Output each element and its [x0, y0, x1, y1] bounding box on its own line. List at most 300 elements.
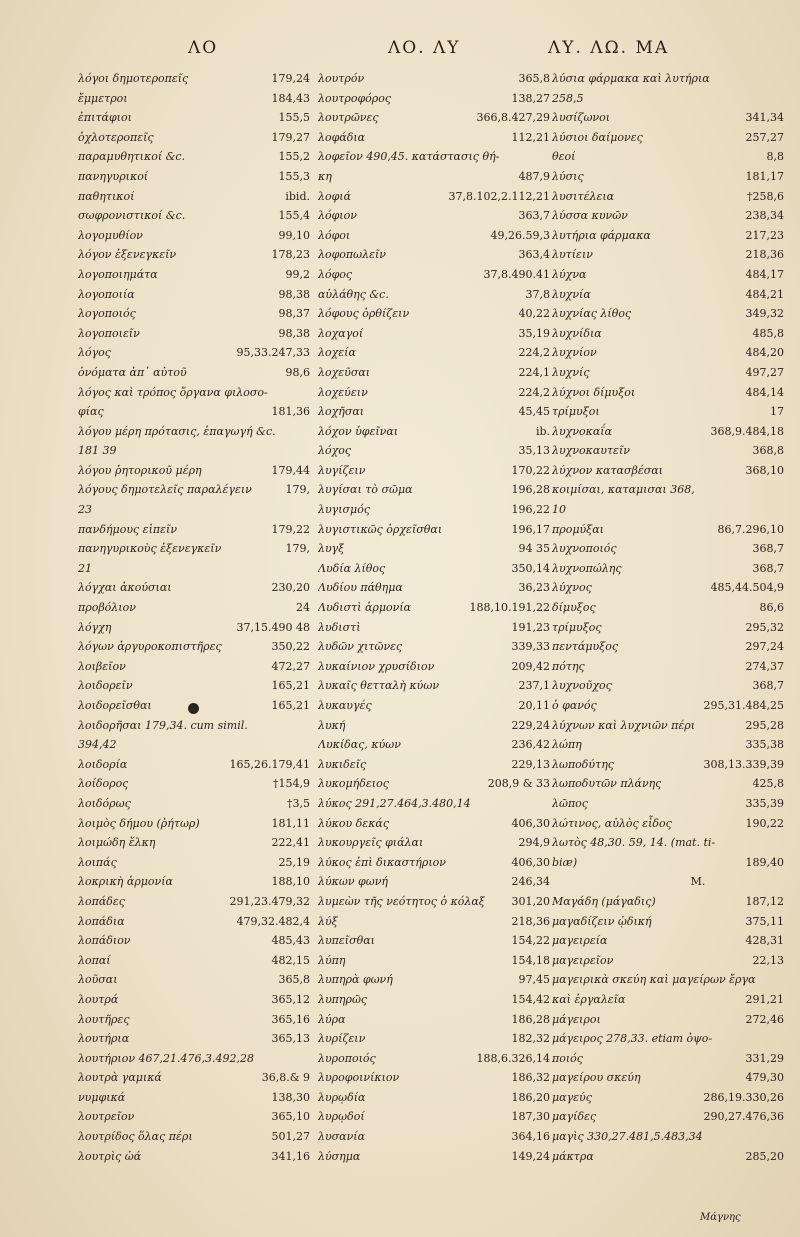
entry-reference [306, 560, 310, 580]
entry-term: λύχνων καὶ λυχνιῶν πέρι [552, 718, 696, 732]
entry-reference: 368,8 [752, 444, 784, 458]
index-entry [552, 893, 784, 913]
index-entry [78, 1030, 310, 1050]
index-entry [318, 638, 550, 658]
entry-term: τρίμυξοι [552, 405, 600, 419]
entry-reference: 365,12 [271, 992, 310, 1006]
index-entry [552, 423, 784, 443]
entry-term: λοπάδια [78, 914, 125, 928]
entry-reference: 155,4 [278, 209, 310, 223]
entry-reference: 179,44 [271, 463, 310, 477]
entry-reference: 188,10 [271, 875, 310, 889]
entry-reference [780, 971, 784, 991]
index-entry [318, 599, 550, 619]
index-entry [78, 638, 310, 658]
entry-reference: 99,2 [285, 267, 310, 281]
entry-reference: 297,24 [745, 640, 784, 654]
index-entry [318, 521, 550, 541]
index-entry [552, 168, 784, 188]
index-entry [78, 1148, 310, 1168]
index-entry [78, 991, 310, 1011]
entry-reference: 485,44.504,9 [710, 581, 784, 595]
entry-term: σωφρονιστικοί &c. [78, 209, 186, 223]
entry-term: λόγχαι ἀκούσιαι [78, 581, 172, 595]
entry-term: θεοί [552, 150, 576, 164]
entry-term: λογοποιεῖν [78, 326, 140, 340]
entry-term: ὀχλοτεροπεῖς [78, 130, 154, 144]
entry-reference: 285,20 [745, 1149, 784, 1163]
entry-reference: 179, [285, 542, 310, 556]
entry-term: λύκου δεκάς [318, 816, 390, 830]
entry-reference: 181,36 [271, 405, 310, 419]
index-column-1 [78, 70, 310, 1167]
entry-term: λοφεῖον 490,45. κατάστασις θή- [318, 150, 500, 164]
entry-reference [306, 384, 310, 404]
entry-term: λόφος [318, 267, 353, 281]
index-entry [552, 1069, 784, 1089]
entry-reference: †258,6 [747, 189, 784, 203]
index-entry [318, 1050, 550, 1070]
entry-term: λόγος καὶ τρόπος ὄργανα φιλοσο- [78, 385, 268, 399]
index-entry [552, 364, 784, 384]
entry-term: μαγειρεῖον [552, 953, 614, 967]
entry-reference: 179,27 [271, 130, 310, 144]
entry-term: λοχεῦσαι [318, 365, 371, 379]
entry-term: λοιμὸς δήμου (ῥήτωρ) [78, 816, 200, 830]
index-entry [318, 423, 550, 443]
entry-reference: 218,36 [511, 914, 550, 928]
entry-term: πανδήμους εἰπεῖν [78, 522, 178, 536]
entry-term: λόφοι [318, 228, 351, 242]
entry-reference: 98,37 [278, 307, 310, 321]
section-letter-heading: M. [690, 875, 706, 889]
entry-reference: 37,8.490.41 [483, 267, 550, 281]
entry-reference: 49,26.59,3 [490, 228, 550, 242]
entry-reference: 295,31.484,25 [703, 699, 784, 712]
entry-term: ἔμμετροι [78, 91, 128, 105]
entry-reference: 98,38 [278, 287, 310, 301]
index-entry [78, 501, 310, 521]
entry-term: λόφιον [318, 209, 357, 223]
index-entry [552, 266, 784, 286]
index-entry [318, 90, 550, 110]
entry-reference: 335,38 [745, 738, 784, 752]
index-entry [552, 756, 784, 776]
entry-term: λυχνίς [552, 365, 590, 379]
entry-term: λυπηρὰ φωνή [318, 973, 393, 987]
entry-term: λουτρῶνες [318, 111, 379, 125]
index-entry [318, 129, 550, 149]
entry-term: λουτροφόρος [318, 91, 392, 105]
index-entry [78, 207, 310, 227]
entry-reference [306, 1050, 310, 1070]
index-entry [78, 442, 310, 462]
entry-term: λοιπάς [78, 855, 117, 869]
entry-term: λωτὸς 48,30. 59, 14. (mat. ti- [552, 836, 716, 850]
index-entry [552, 481, 784, 501]
index-entry [318, 1089, 550, 1109]
entry-term: λυροποιός [318, 1051, 376, 1065]
entry-reference: 98,38 [278, 326, 310, 340]
entry-term: λυπεῖσθαι [318, 934, 375, 948]
entry-reference: 184,43 [271, 91, 310, 105]
index-entry [552, 384, 784, 404]
index-entry [552, 540, 784, 560]
entry-reference [546, 148, 550, 168]
entry-reference: 188,10.191,22 [469, 601, 550, 615]
index-entry [552, 1108, 784, 1128]
entry-reference: 365,8 [278, 973, 310, 987]
entry-term: λογοποιός [78, 307, 136, 321]
entry-term: λοίδορος [78, 777, 129, 791]
entry-term: λογομυθίον [78, 228, 143, 242]
entry-reference: 179,22 [271, 522, 310, 536]
entry-term: μάγειροι [552, 1012, 601, 1026]
entry-reference: 36,8.& 9 [261, 1071, 310, 1085]
index-entry [318, 70, 550, 90]
entry-reference: 350,22 [271, 640, 310, 654]
entry-reference: 291,23.479,32 [229, 894, 310, 908]
entry-term: νυμφικά [78, 1090, 126, 1104]
entry-reference: 479,30 [745, 1071, 784, 1085]
entry-term: μαγίδες [552, 1110, 597, 1124]
entry-reference: 37,15.490 48 [236, 620, 310, 634]
entry-term: λογοποιημάτα [78, 267, 158, 281]
entry-reference: 229,24 [511, 718, 550, 732]
entry-reference: 365,8 [518, 72, 550, 85]
entry-reference: 428,31 [745, 934, 784, 948]
entry-term: Λυδιστὶ ἁρμονία [318, 601, 412, 615]
entry-term: λώτινος, αὐλὸς εἶδος [552, 816, 672, 830]
entry-term: λύσσα κυνῶν [552, 209, 628, 223]
entry-term: λυσιτέλεια [552, 189, 615, 203]
entry-term: λυκομήδειος [318, 777, 389, 791]
index-entry [78, 344, 310, 364]
entry-reference: 368,9.484,18 [710, 424, 784, 438]
entry-term: λοπαί [78, 953, 111, 967]
entry-reference: 154,22 [511, 934, 550, 948]
entry-term: λυδιστὶ [318, 620, 361, 634]
entry-reference: 236,42 [511, 738, 550, 752]
entry-term: λύσις [552, 169, 584, 183]
index-entry [318, 579, 550, 599]
index-entry [552, 579, 784, 599]
entry-term: λουτρεῖον [78, 1110, 135, 1124]
entry-reference: 339,33 [511, 640, 550, 654]
entry-reference: 25,19 [278, 855, 310, 869]
entry-reference: 20,11 [518, 699, 550, 712]
index-entry [78, 775, 310, 795]
index-entry [318, 658, 550, 678]
entry-term: λοκρικὴ ἁρμονία [78, 875, 173, 889]
entry-reference: 218,36 [745, 248, 784, 262]
entry-reference: 186,32 [511, 1071, 550, 1085]
index-entry [318, 344, 550, 364]
index-entry [318, 1069, 550, 1089]
entry-reference: 224,2 [518, 346, 550, 360]
index-entry [318, 560, 550, 580]
entry-reference: 188,6.326,14 [476, 1051, 550, 1065]
entry-reference: 86,7.296,10 [717, 522, 784, 536]
index-entry [78, 599, 310, 619]
entry-term: λόφους ὀρθίζειν [318, 307, 410, 321]
entry-term: λοῦσαι [78, 973, 118, 987]
index-entry [78, 364, 310, 384]
index-entry [318, 677, 550, 697]
entry-term: λύχνοι δίμυξοι [552, 385, 636, 399]
index-entry [552, 90, 784, 110]
index-entry [78, 1011, 310, 1031]
index-entry [318, 619, 550, 639]
entry-reference: 165,21 [271, 679, 310, 693]
index-entry [78, 540, 310, 560]
entry-reference: 295,32 [745, 620, 784, 634]
index-entry [318, 1128, 550, 1148]
index-entry [552, 109, 784, 129]
index-entry [318, 148, 550, 168]
entry-reference: 294,9 [518, 836, 550, 850]
entry-reference: 482,15 [271, 953, 310, 967]
entry-term: λυχνοκαΐα [552, 424, 613, 438]
entry-reference: 208,9 & 33 [487, 777, 550, 791]
entry-term: λοφοπωλεῖν [318, 248, 386, 262]
index-entry [552, 1050, 784, 1070]
index-entry [552, 1148, 784, 1168]
entry-reference: ib. [535, 424, 550, 438]
header-center: ΛΟ. ΛΥ [388, 38, 461, 58]
entry-reference: 186,28 [511, 1012, 550, 1026]
entry-reference [306, 442, 310, 462]
index-entry [552, 619, 784, 639]
entry-reference: 484,14 [745, 385, 784, 399]
entry-reference: 209,42 [511, 659, 550, 673]
entry-term: λυδῶν χιτῶνες [318, 640, 403, 654]
index-entry [552, 501, 784, 521]
entry-term: λοιδόρως [78, 796, 131, 810]
entry-term: λωποδυτῶν πλάνης [552, 777, 662, 791]
index-entry [318, 1011, 550, 1031]
entry-term: προβόλιον [78, 601, 136, 615]
entry-reference: 295,28 [745, 718, 784, 732]
index-entry [318, 991, 550, 1011]
index-entry [78, 1108, 310, 1128]
index-entry [552, 991, 784, 1011]
entry-term: πότης [552, 659, 585, 673]
entry-term: λώπη [552, 738, 582, 752]
entry-term: 10 [552, 503, 566, 517]
entry-term: λυρίζειν [318, 1032, 366, 1046]
entry-reference: 181,17 [745, 169, 784, 183]
index-entry [552, 854, 784, 874]
ink-blot [188, 703, 199, 714]
entry-reference: 487,9 [518, 169, 550, 183]
index-entry [78, 971, 310, 991]
entry-reference: 349,32 [745, 307, 784, 321]
entry-reference: 98,6 [285, 365, 310, 379]
index-entry [78, 815, 310, 835]
entry-reference: 154,18 [511, 953, 550, 967]
entry-term: λυμεὼν τῆς νεότητος ὁ κόλαξ [318, 894, 485, 908]
index-entry [318, 462, 550, 482]
entry-term: λόχος [318, 444, 352, 458]
entry-reference: 341,16 [271, 1149, 310, 1163]
entry-term: λυπηρῶς [318, 992, 368, 1006]
entry-reference: 37,8.102,2.112,21 [448, 189, 550, 203]
index-entry [318, 1030, 550, 1050]
entry-reference: 138,27 [511, 91, 550, 105]
entry-term: λόγοι δημοτεροπεῖς [78, 72, 189, 85]
entry-reference [780, 481, 784, 501]
index-entry [318, 325, 550, 345]
entry-reference: 497,27 [745, 365, 784, 379]
index-entry [78, 188, 310, 208]
running-header [60, 38, 780, 68]
entry-term: λυκαῖς θετταλὴ κύων [318, 679, 440, 693]
index-entry [552, 325, 784, 345]
entry-term: λυγισμός [318, 503, 370, 517]
entry-term: λόγχη [78, 620, 112, 634]
entry-reference: 335,39 [745, 796, 784, 810]
entry-reference: 363,4 [518, 248, 550, 262]
index-entry [552, 148, 784, 168]
entry-reference [780, 1030, 784, 1050]
entry-term: λύσια φάρμακα καὶ λυτήρια [552, 72, 710, 85]
entry-term: 258,5 [552, 91, 584, 105]
entry-term: λυχνοποιός [552, 542, 617, 556]
entry-reference: 301,20 [511, 894, 550, 908]
entry-term: λυγίσαι τὸ σῶμα [318, 483, 413, 497]
entry-term: 394,42 [78, 738, 117, 752]
entry-reference [780, 90, 784, 110]
entry-reference: 365,16 [271, 1012, 310, 1026]
entry-reference: 35,19 [518, 326, 550, 340]
index-entry [552, 286, 784, 306]
entry-reference: 286,19.330,26 [703, 1090, 784, 1104]
entry-term: λοιδορῆσαι 179,34. cum simil. [78, 718, 248, 732]
entry-term: λύπη [318, 953, 346, 967]
entry-reference: 368,10 [745, 463, 784, 477]
index-entry [552, 658, 784, 678]
entry-term: ποιός [552, 1051, 583, 1065]
entry-term: μάγειρος 278,33. etiam ὀψο- [552, 1032, 713, 1046]
index-entry [78, 677, 310, 697]
entry-term: λουτρά [78, 992, 119, 1006]
index-entry [318, 893, 550, 913]
entry-reference: 24 [296, 601, 310, 615]
index-entry [552, 913, 784, 933]
index-entry [552, 971, 784, 991]
entry-term: φίας [78, 405, 104, 419]
index-entry [552, 188, 784, 208]
entry-reference: 22,13 [752, 953, 784, 967]
entry-term: λύξ [318, 914, 338, 928]
entry-term: μάκτρα [552, 1149, 594, 1163]
entry-term: λοχεύειν [318, 385, 368, 399]
index-entry [552, 932, 784, 952]
entry-term: λυγίζειν [318, 463, 366, 477]
entry-term: Λυκίδας, κύων [318, 738, 401, 752]
entry-reference: 155,5 [278, 111, 310, 125]
index-entry [78, 952, 310, 972]
entry-term: λοιμώδη ἕλκη [78, 836, 156, 850]
entry-reference: 138,30 [271, 1090, 310, 1104]
entry-term: λόγους δημοτελεῖς παραλέγειν [78, 483, 252, 497]
entry-reference: 149,24 [511, 1149, 550, 1163]
index-entry [78, 521, 310, 541]
index-entry [78, 834, 310, 854]
index-entry [318, 873, 550, 893]
index-entry [78, 1069, 310, 1089]
entry-reference: 365,10 [271, 1110, 310, 1124]
index-entry [318, 501, 550, 521]
index-entry [552, 344, 784, 364]
index-entry [552, 638, 784, 658]
index-entry [78, 129, 310, 149]
entry-reference: 190,22 [745, 816, 784, 830]
entry-term: ὀνόματα ἀπ᾽ αὐτοῦ [78, 365, 187, 379]
entry-term: λύκων φωνή [318, 875, 388, 889]
index-entry [318, 266, 550, 286]
index-entry [552, 70, 784, 90]
entry-term: λύχνα [552, 267, 587, 281]
entry-term: παθητικοί [78, 189, 135, 203]
entry-reference: 308,13.339,39 [703, 757, 784, 771]
entry-term: λοιδορεῖν [78, 679, 133, 693]
entry-term: αὐλάθης &c. [318, 287, 389, 301]
index-entry [78, 579, 310, 599]
entry-term: Λυδίου πάθημα [318, 581, 403, 595]
entry-reference: 485,43 [271, 934, 310, 948]
index-entry [78, 403, 310, 423]
entry-reference: 229,13 [511, 757, 550, 771]
index-entry [78, 619, 310, 639]
entry-reference: 40,22 [518, 307, 550, 321]
entry-reference: 155,3 [278, 169, 310, 183]
index-entry [78, 246, 310, 266]
entry-term: λυχνοπώλης [552, 561, 622, 575]
entry-term: λόγων ἀργυροκοπιστῆρες [78, 640, 222, 654]
index-entry [318, 364, 550, 384]
index-entry [78, 1089, 310, 1109]
entry-term: μαγαδίζειν ᾠδική [552, 914, 652, 928]
index-entry [552, 1128, 784, 1148]
entry-reference: 112,21 [511, 130, 550, 144]
entry-reference: 178,23 [271, 248, 310, 262]
entry-reference: 246,34 [511, 875, 550, 889]
entry-reference: 406,30 [511, 855, 550, 869]
index-entry [318, 442, 550, 462]
index-entry [318, 913, 550, 933]
entry-term: λυκιδεῖς [318, 757, 367, 771]
index-entry [78, 286, 310, 306]
entry-reference [780, 501, 784, 521]
entry-term: 21 [78, 561, 92, 575]
entry-term: λύσιοι δαίμονες [552, 130, 643, 144]
index-entry [552, 1011, 784, 1031]
index-entry [318, 168, 550, 188]
index-entry [78, 423, 310, 443]
entry-reference: 230,20 [271, 581, 310, 595]
entry-reference: 8,8 [766, 150, 784, 164]
entry-reference: 363,7 [518, 209, 550, 223]
entry-reference: †154,9 [273, 777, 310, 791]
index-entry [552, 129, 784, 149]
entry-term: λῶπος [552, 796, 588, 810]
index-entry [78, 325, 310, 345]
entry-reference [780, 1128, 784, 1148]
entry-term: πεντάμυξος [552, 640, 619, 654]
index-entry [552, 560, 784, 580]
